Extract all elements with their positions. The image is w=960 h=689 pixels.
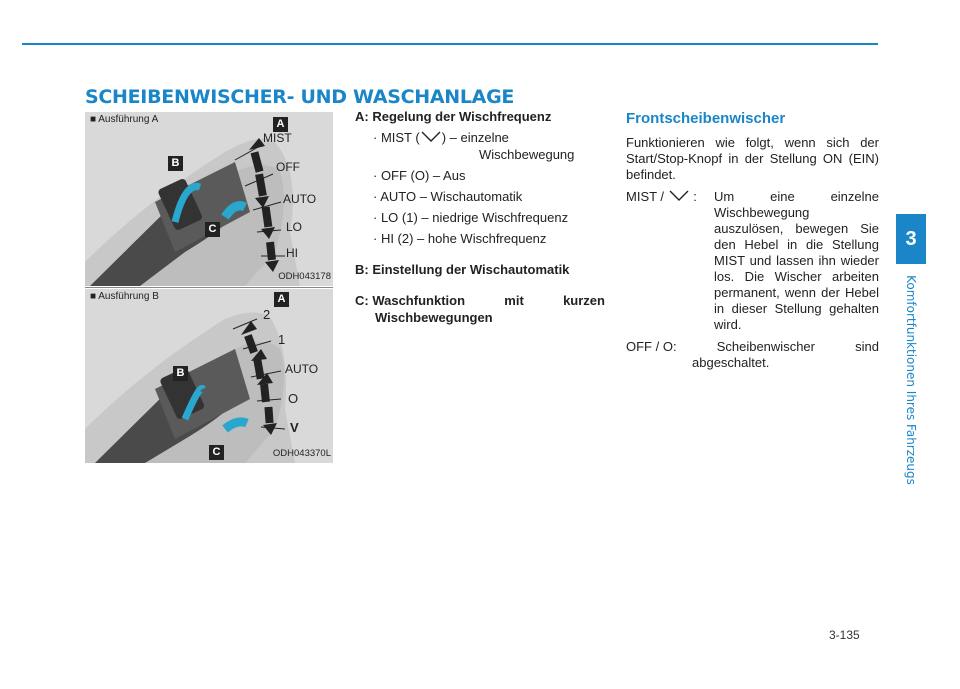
front-wiper-section <box>626 111 879 371</box>
figure-caption-b: ■ Ausführung B <box>90 291 159 302</box>
wiper-lever-illustration-b <box>85 289 333 463</box>
label-auto: AUTO <box>283 192 317 206</box>
mist-definition <box>626 189 879 333</box>
figure-version-a <box>85 112 333 286</box>
mist-text: Um eine einzelne Wischbewegung auszulösen, bewegen Sie den Hebel in die Stellung MIST und lassen ihn wieder los. Die Wischer arbeiten permanent, wenn der Hebel in dieser Stellung gehalten wird. <box>714 189 879 332</box>
section-b-header: B: Einstellung der Wischautomatik <box>355 262 570 277</box>
mist-key-text: MIST / <box>626 189 665 204</box>
label-off: OFF <box>276 160 300 174</box>
section-title: SCHEIBENWISCHER- UND WASCHANLAGE <box>85 86 515 108</box>
label-lo: LO <box>286 220 303 234</box>
chapter-title: Komfortfunktionen Ihres Fahrzeugs <box>904 275 918 485</box>
front-wiper-heading: Frontscheibenwischer <box>626 110 786 127</box>
mist-colon: : <box>693 189 697 204</box>
item-lo: · LO (1) – niedrige Wischfrequenz <box>373 210 569 225</box>
figure-version-b <box>85 289 333 463</box>
header-rule <box>22 43 878 45</box>
label-auto: AUTO <box>285 362 319 376</box>
control-description <box>355 108 605 326</box>
label-o: O <box>288 391 299 406</box>
front-wiper-intro: Funktionieren wie folgt, wenn sich der Start/Stop-Knopf in der Stellung ON (EIN) befindet. <box>626 135 879 182</box>
single-wipe-icon <box>668 190 690 202</box>
chapter-number: 3 <box>905 228 917 250</box>
callout-b: B <box>168 156 183 171</box>
section-c-cont: Wischbewegungen <box>375 310 493 325</box>
chapter-tab <box>896 214 926 264</box>
mist-key <box>626 189 714 333</box>
callout-c: C <box>209 445 224 460</box>
figure-divider <box>85 287 333 288</box>
off-line-2: abgeschaltet. <box>692 355 770 370</box>
page-number: 3-135 <box>829 628 860 642</box>
figure-caption-a: ■ Ausführung A <box>90 114 159 125</box>
callout-a: A <box>274 292 289 307</box>
figure-code-a: ODH043178 <box>278 271 331 282</box>
label-hi: HI <box>286 246 298 260</box>
off-key: OFF / O: <box>626 339 677 354</box>
figure-code-b: ODH043370L <box>272 448 331 459</box>
item-mist <box>355 129 605 146</box>
section-c-header <box>355 292 605 309</box>
off-word-2: sind <box>855 339 879 354</box>
c-word-1: C: Waschfunktion <box>355 293 466 308</box>
callout-b: B <box>173 366 188 381</box>
label-mist: MIST <box>263 131 292 145</box>
callout-a: A <box>273 117 288 132</box>
item-off: · OFF (O) – Aus <box>373 168 466 183</box>
item-auto: · AUTO – Wischautomatik <box>373 189 523 204</box>
label-two: 2 <box>263 307 271 322</box>
off-word-1: Scheibenwischer <box>716 339 815 354</box>
label-one: 1 <box>278 332 286 347</box>
c-word-2: mit <box>504 293 524 308</box>
c-word-3: kurzen <box>563 293 605 308</box>
callout-c: C <box>205 222 220 237</box>
item-mist-cont: Wischbewegung <box>479 147 575 162</box>
item-mist-post: ) – einzelne <box>441 130 509 145</box>
item-mist-pre: · MIST ( <box>373 130 420 145</box>
item-hi: · HI (2) – hohe Wischfrequenz <box>373 231 547 246</box>
off-line-1 <box>626 339 879 355</box>
label-v: V <box>290 420 299 435</box>
single-wipe-icon <box>420 131 442 143</box>
off-definition <box>626 339 879 371</box>
section-a-header: A: Regelung der Wischfrequenz <box>355 109 552 124</box>
